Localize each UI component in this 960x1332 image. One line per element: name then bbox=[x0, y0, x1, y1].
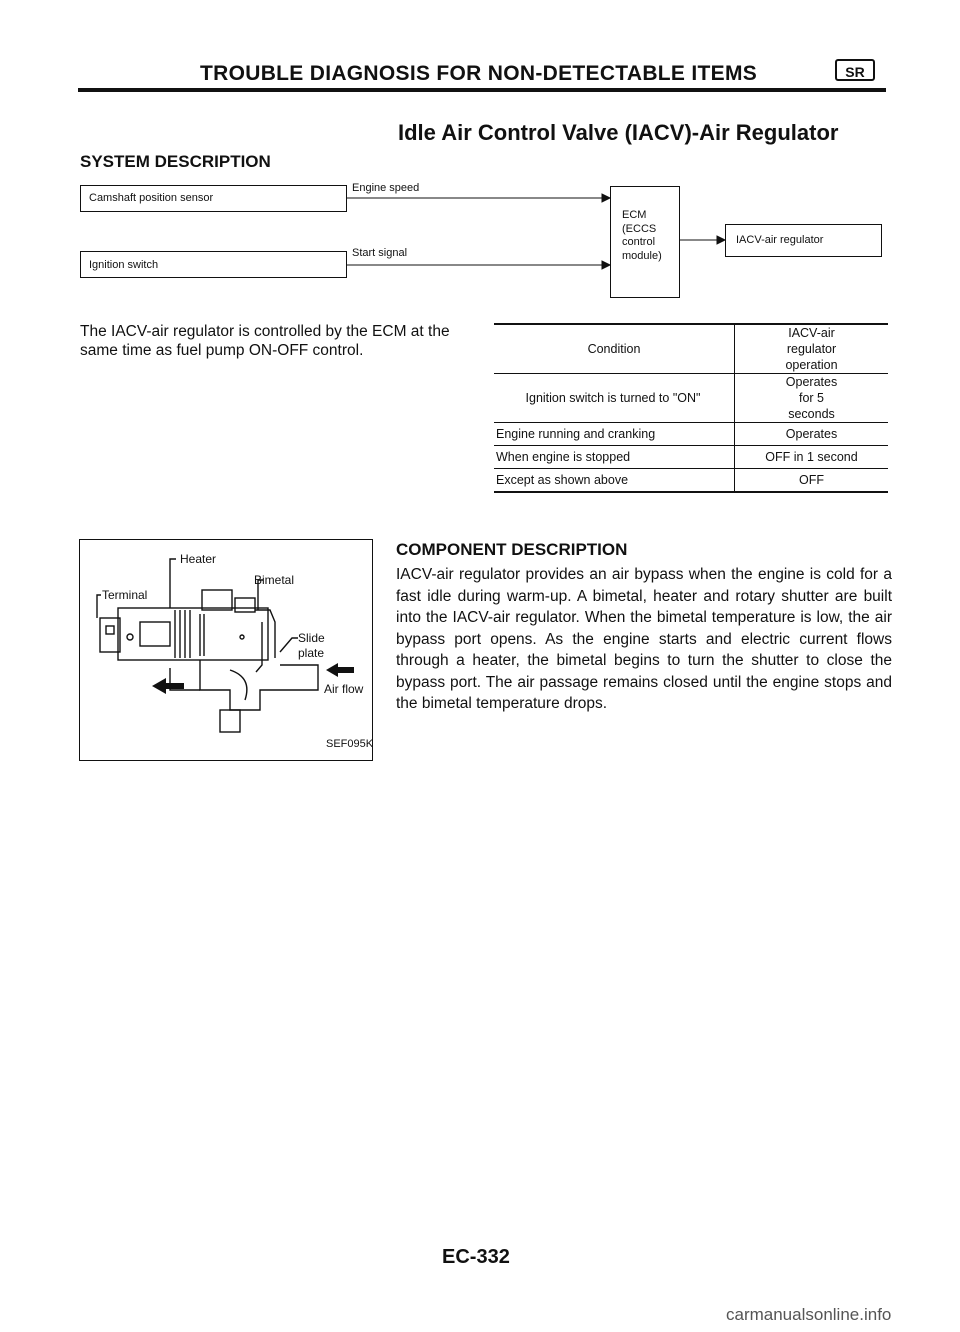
table-row bbox=[494, 469, 888, 493]
terminal-plug bbox=[100, 618, 120, 652]
heater-label: Heater bbox=[180, 552, 217, 566]
component-description-text: IACV-air regulator provides an air bypass when the engine is cold for a fast idle during warm-up. A bimetal, heater and rotary shutter are built into the IACV-air regulator. When the bimetal temperature is low, the air bypass port opens. As the engine starts and electric current flows through a heater, the bimetal begins to turn the shutter to close the bypass port. The air passage remains closed until the engine stops and the bimetal temperature drops. bbox=[396, 566, 892, 712]
condition-cell: When engine is stopped bbox=[494, 446, 735, 469]
section-heading: Idle Air Control Valve (IACV)-Air Regulator bbox=[398, 120, 839, 145]
sr-badge: SR bbox=[835, 59, 875, 81]
ecm-line: ECM bbox=[622, 209, 647, 221]
camshaft-sensor-label: Camshaft position sensor bbox=[89, 192, 214, 204]
operation-cell: Operates bbox=[735, 423, 889, 446]
engine-speed-label: Engine speed bbox=[352, 182, 420, 194]
ignition-switch-label: Ignition switch bbox=[89, 259, 159, 271]
arrow-head bbox=[602, 261, 610, 269]
block-diagram bbox=[0, 0, 960, 310]
condition-table bbox=[494, 323, 888, 493]
top-cap-side bbox=[235, 598, 255, 612]
operation-cell: Operates for 5 seconds bbox=[735, 374, 889, 423]
iacv-regulator-label: IACV-air regulator bbox=[736, 234, 824, 246]
operation-cell: OFF in 1 second bbox=[735, 446, 889, 469]
watermark: carmanualsonline.info bbox=[726, 1305, 892, 1324]
air-flow-arrow-icon bbox=[326, 663, 354, 677]
bimetal-label: Bimetal bbox=[254, 573, 295, 587]
table-row bbox=[494, 423, 888, 446]
header-title: TROUBLE DIAGNOSIS FOR NON-DETECTABLE ITEMS bbox=[200, 62, 758, 85]
ecm-line: module) bbox=[622, 249, 662, 262]
condition-cell: Except as shown above bbox=[494, 469, 735, 493]
iacv-figure bbox=[79, 539, 373, 761]
header-condition: Condition bbox=[494, 324, 735, 374]
start-signal-label: Start signal bbox=[352, 247, 408, 259]
ecm-line: control bbox=[622, 236, 656, 248]
ecm-line: (ECCS bbox=[622, 222, 657, 235]
condition-cell: Engine running and cranking bbox=[494, 423, 735, 446]
figure-code: SEF095K bbox=[326, 738, 374, 750]
table-row bbox=[494, 446, 888, 469]
diagram-arrows bbox=[0, 0, 960, 310]
table-row bbox=[494, 374, 888, 423]
terminal-label: Terminal bbox=[102, 588, 148, 602]
arrow-head bbox=[717, 236, 725, 244]
iacv-drawing bbox=[80, 540, 372, 760]
slide-label: Slide bbox=[298, 631, 325, 645]
operation-cell: OFF bbox=[735, 469, 889, 493]
arrow-head bbox=[602, 194, 610, 202]
intro-text: The IACV-air regulator is controlled by the ECM at the same time as fuel pump ON-OFF control. bbox=[80, 323, 450, 359]
condition-cell: Ignition switch is turned to "ON" bbox=[494, 374, 735, 423]
header-operation: IACV-air regulator operation bbox=[735, 324, 889, 374]
top-cap bbox=[202, 590, 232, 610]
system-description-heading: SYSTEM DESCRIPTION bbox=[80, 152, 271, 171]
terminal-pin bbox=[106, 626, 114, 634]
air-flow-arrow-icon bbox=[152, 678, 184, 694]
page-number: EC-332 bbox=[442, 1246, 510, 1268]
component-description-heading: COMPONENT DESCRIPTION bbox=[396, 540, 628, 559]
plate-label: plate bbox=[298, 646, 325, 660]
air-flow-label: Air flow bbox=[324, 682, 364, 696]
table-header-row bbox=[494, 324, 888, 374]
